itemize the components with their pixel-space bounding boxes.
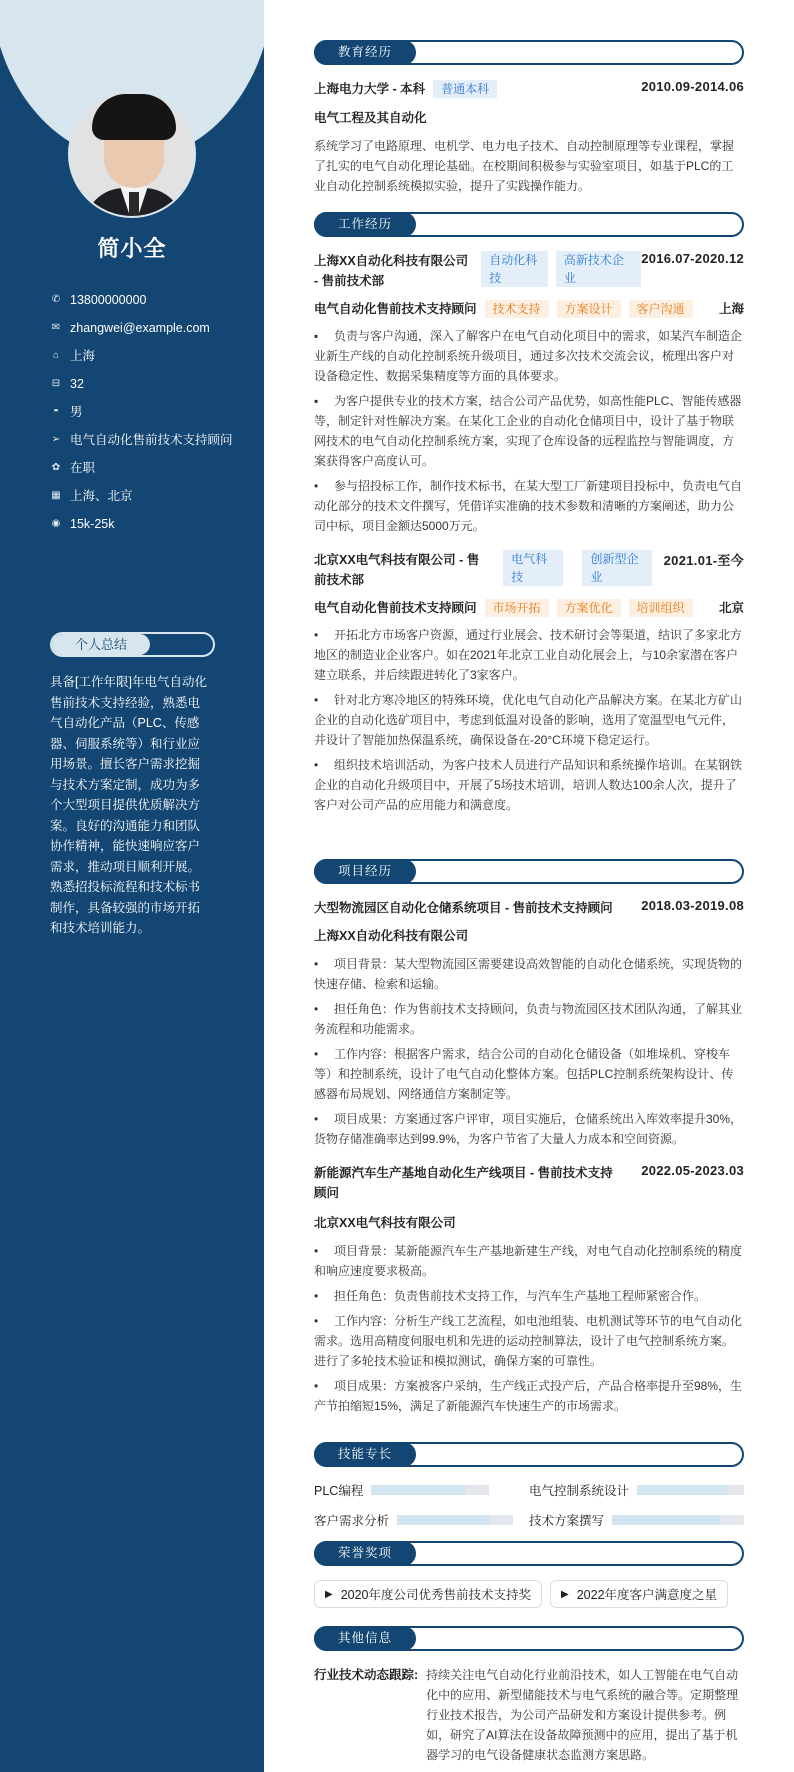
job-city: 上海: [718, 302, 744, 316]
project-company: 上海XX自动化科技有限公司: [314, 929, 469, 943]
skills-title: 技能专长: [314, 1442, 416, 1467]
summary-section-header: [50, 632, 215, 657]
other-label: 行业技术动态跟踪:: [314, 1668, 419, 1682]
awards-section: [314, 1541, 744, 1608]
project-bullet: • 项目成果：方案被客户采纳，生产线正式投产后，产品合格率提升至98%，生产节拍缩短15%，满足了新能源汽车快速生产的市场需求。: [314, 1379, 743, 1413]
job-entry: [314, 251, 744, 536]
triangle-right-icon: ▶: [561, 1588, 569, 1600]
projects-header: [314, 859, 744, 884]
skill-tag: 客户沟通: [629, 300, 693, 318]
school-name: 上海电力大学 - 本科: [314, 82, 426, 96]
other-title: 其他信息: [314, 1626, 416, 1651]
job-date: 2016.07-2020.12: [641, 251, 744, 266]
info-salary: ◉ 15k-25k: [50, 514, 250, 534]
job-role: 电气自动化售前技术支持顾问: [314, 302, 477, 316]
project-bullet: • 担任角色：负责售前技术支持工作，与汽车生产基地工程师紧密合作。: [314, 1289, 707, 1303]
company-tag: 电气科技: [503, 550, 563, 586]
company-tag: 高新技术企业: [556, 251, 641, 287]
send-icon: ➢: [51, 434, 61, 445]
skill-tag: 方案优化: [557, 599, 621, 617]
skill-item: PLC编程: [314, 1481, 529, 1499]
education-date: 2010.09-2014.06: [641, 79, 744, 94]
project-bullet: • 工作内容：根据客户需求，结合公司的自动化仓储设备（如堆垛机、穿梭车等）和控制系统，设计了电气自动化整体方案。包括PLC控制系统架构设计、传感器布局规划、网络通信方案制定等。: [314, 1047, 734, 1101]
gender-icon: ◓: [52, 406, 60, 417]
work-title: 工作经历: [314, 212, 416, 237]
summary-text: 具备[工作年限]年电气自动化售前技术支持经验，熟悉电气自动化产品（PLC、传感器、伺服系统等）和行业应用场景。擅长客户需求挖掘与技术方案定制，成功为多个大型项目提供优质解决方案。良好的沟通能力和团队协作精神，能快速响应客户需求，推动项目顺利开展。熟悉招投标流程和技术标书制作，具备较强的市场开拓和技术培训能力。: [50, 675, 207, 935]
job-bullet: • 参与招投标工作，制作技术标书，在某大型工厂新建项目投标中，负责电气自动化部分的技术文件撰写，凭借详实准确的技术参数和清晰的方案阐述，助力公司中标，项目金额达5000万元。: [314, 479, 743, 533]
info-target-city: ▦ 上海、北京: [50, 486, 250, 506]
job-entry: [314, 550, 744, 815]
education-title: 教育经历: [314, 40, 416, 65]
job-city: 北京: [718, 601, 744, 615]
info-age: ⊟ 32: [50, 374, 250, 394]
avatar: [68, 90, 196, 218]
major: 电气工程及其自动化: [314, 111, 427, 125]
work-section: [314, 212, 744, 815]
main-content: [314, 40, 744, 1765]
age-icon: ⊟: [51, 378, 61, 389]
skills-section: [314, 1442, 744, 1529]
skill-tag: 技术支持: [485, 300, 549, 318]
project-date: 2018.03-2019.08: [641, 898, 744, 913]
candidate-name: 简小全: [97, 236, 167, 261]
work-header: [314, 212, 744, 237]
job-date: 2021.01-至今: [663, 553, 744, 568]
education-section: [314, 40, 744, 196]
skill-item: 电气控制系统设计: [529, 1481, 744, 1499]
skill-tag: 市场开拓: [485, 599, 549, 617]
project-bullet: • 担任角色：作为售前技术支持顾问，负责与物流园区技术团队沟通，了解其业务流程和功能需求。: [314, 1002, 743, 1036]
summary-title: 个人总结: [52, 634, 150, 655]
project-bullet: • 项目背景：某大型物流园区需要建设高效智能的自动化仓储系统，实现货物的快速存储、检索和运输。: [314, 957, 743, 991]
info-target-position: ➢ 电气自动化售前技术支持顾问: [50, 430, 250, 450]
info-email: ✉ zhangwei@example.com: [50, 318, 250, 338]
skill-item: 技术方案撰写: [529, 1511, 744, 1529]
project-name: 新能源汽车生产基地自动化生产线项目 - 售前技术支持顾问: [314, 1166, 613, 1200]
awards-header: [314, 1541, 744, 1566]
info-phone: ✆ 13800000000: [50, 290, 250, 310]
skill-item: 客户需求分析: [314, 1511, 529, 1529]
company-tag: 自动化科技: [481, 251, 548, 287]
salary-icon: ◉: [51, 518, 61, 529]
project-company: 北京XX电气科技有限公司: [314, 1216, 456, 1230]
skill-tag: 方案设计: [557, 300, 621, 318]
award-item: ▶ 2020年度公司优秀售前技术支持奖: [314, 1580, 542, 1608]
contact-info-list: [50, 290, 250, 542]
project-entry: [314, 898, 744, 1149]
skill-bar: [397, 1515, 513, 1525]
mail-icon: ✉: [51, 322, 61, 333]
degree-tag: 普通本科: [433, 80, 497, 98]
other-section: [314, 1626, 744, 1765]
skill-bar: [637, 1485, 744, 1495]
project-bullet: • 工作内容：分析生产线工艺流程，如电池组装、电机测试等环节的电气自动化需求。选用高精度伺服电机和先进的运动控制算法，设计了电气控制系统方案。进行了多轮技术验证和模拟测试，确保方案的可靠性。: [314, 1314, 743, 1368]
education-desc: 系统学习了电路原理、电机学、电力电子技术、自动控制原理等专业课程，掌握了扎实的电气自动化理论基础。在校期间积极参与实验室项目，如基于PLC的工业自动化控制系统模拟实验，提升了实践操作能力。: [314, 139, 735, 193]
job-company: 上海XX自动化科技有限公司 - 售前技术部: [314, 254, 469, 288]
sidebar: [0, 0, 264, 1772]
job-bullet: ▪ 负责与客户沟通，深入了解客户在电气自动化项目中的需求，如某汽车制造企业新生产线的自动化控制系统升级项目，通过多次技术交流会议，梳理出客户对设备稳定性、数据采集精度等方面的具体要求。: [314, 329, 743, 383]
home-icon: ⌂: [52, 350, 60, 361]
projects-title: 项目经历: [314, 859, 416, 884]
job-company: 北京XX电气科技有限公司 - 售前技术部: [314, 553, 480, 587]
education-header: [314, 40, 744, 65]
info-gender: ◓ 男: [50, 402, 250, 422]
building-icon: ▦: [51, 490, 61, 501]
skill-tag: 培训组织: [629, 599, 693, 617]
projects-section: [314, 859, 744, 1416]
skill-bar: [371, 1485, 489, 1495]
info-status: ✿ 在职: [50, 458, 250, 478]
project-bullet: • 项目背景：某新能源汽车生产基地新建生产线，对电气自动化控制系统的精度和响应速度要求极高。: [314, 1244, 743, 1278]
status-icon: ✿: [51, 462, 61, 473]
triangle-right-icon: ▶: [325, 1588, 333, 1600]
project-name: 大型物流园区自动化仓储系统项目 - 售前技术支持顾问: [314, 901, 613, 915]
awards-title: 荣誉奖项: [314, 1541, 416, 1566]
info-location: ⌂ 上海: [50, 346, 250, 366]
job-role: 电气自动化售前技术支持顾问: [314, 601, 477, 615]
skills-header: [314, 1442, 744, 1467]
project-bullet: • 项目成果：方案通过客户评审，项目实施后，仓储系统出入库效率提升30%，货物存储准确率达到99.9%，为客户节省了大量人力成本和空间资源。: [314, 1112, 743, 1146]
job-bullet: • 组织技术培训活动，为客户技术人员进行产品知识和系统操作培训。在某钢铁企业的自动化升级项目中，开展了5场技术培训，培训人数达100余人次，提升了客户对公司产品的应用能力和满意度。: [314, 758, 743, 812]
job-bullet: ▪ 为客户提供专业的技术方案，结合公司产品优势，如高性能PLC、智能传感器等，制定针对性解决方案。在某化工企业的自动化仓储项目中，设计了基于物联网技术的电气自动化控制系统方案，实现了仓库设备的远程监控与智能调度，方案获得客户高度认可。: [314, 394, 742, 468]
skill-bar: [612, 1515, 744, 1525]
job-bullet: • 开拓北方市场客户资源，通过行业展会、技术研讨会等渠道，结识了多家北方地区的制造业企业客户。如在2021年北京工业自动化展会上，与10余家潜在客户建立联系，并后续跟进转化了3家客户。: [314, 628, 743, 682]
project-entry: [314, 1163, 744, 1416]
phone-icon: ✆: [51, 294, 61, 305]
company-tag: 创新型企业: [582, 550, 652, 586]
other-text: 持续关注电气自动化行业前沿技术，如人工智能在电气自动化中的应用、新型储能技术与电气系统的融合等。定期整理行业技术报告，为公司产品研发和方案设计提供参考。例如，研究了AI算法在设备故障预测中的应用，提出了基于机器学习的电气设备健康状态监测方案思路。: [426, 1668, 739, 1762]
other-header: [314, 1626, 744, 1651]
project-date: 2022.05-2023.03: [641, 1163, 744, 1178]
job-bullet: • 针对北方寒冷地区的特殊环境，优化电气自动化产品解决方案。在某北方矿山企业的自动化选矿项目中，考虑到低温对设备的影响，选用了宽温型电气元件，并设计了智能加热保温系统，确保设备在-20°C环境下稳定运行。: [314, 693, 743, 747]
award-item: ▶ 2022年度客户满意度之星: [550, 1580, 728, 1608]
